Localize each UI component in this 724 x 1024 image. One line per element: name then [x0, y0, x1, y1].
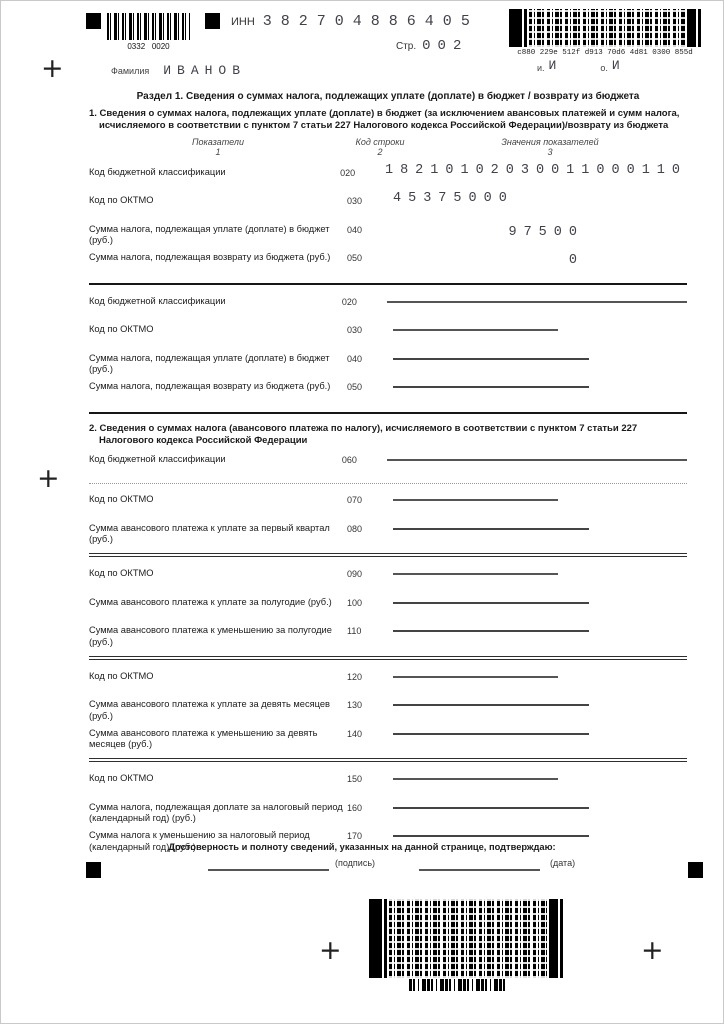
- page-number-value: 002: [422, 38, 469, 54]
- col-line-code: Код строки 2: [355, 136, 405, 157]
- row-label: Код бюджетной классификации: [89, 453, 226, 464]
- empty-value-line: [393, 733, 589, 735]
- barcode-hex-string: c880 229e 512f d913 70d6 4d81 0300 855d: [517, 49, 693, 57]
- empty-value-line: [393, 499, 558, 501]
- alignment-cross-bottom-right: +: [641, 935, 664, 966]
- empty-value-line: [393, 386, 589, 388]
- row-code: 080: [347, 523, 363, 534]
- alignment-cross-mid-left: +: [37, 463, 60, 494]
- col-values: Значения показателей 3: [501, 136, 599, 157]
- double-separator: [89, 553, 687, 557]
- date-line: [419, 869, 540, 871]
- row-code: 050: [347, 382, 363, 393]
- col-indicators: Показатели 1: [192, 136, 244, 157]
- date-label: (дата): [550, 858, 576, 868]
- form-row-020: [89, 162, 687, 193]
- form-row-140: [89, 726, 687, 754]
- row-label: Сумма налога, подлежащая возврату из бюджета (руб.): [89, 252, 331, 263]
- row-code: 040: [347, 353, 363, 364]
- form-row-070: [89, 492, 687, 520]
- row-label: Сумма налога, подлежащая доплате за налоговый период (календарный год) (руб.): [89, 801, 343, 824]
- empty-value-line: [393, 358, 589, 360]
- form-row-040: [89, 222, 687, 250]
- row-label: Сумма налога, подлежащая возврату из бюджета (руб.): [89, 381, 331, 392]
- form-row-040b: [89, 351, 687, 379]
- row-code: 130: [347, 700, 363, 710]
- initials-row: [537, 58, 624, 73]
- block-separator: [89, 283, 687, 285]
- row-code: 020: [341, 296, 357, 307]
- first-name-initial: И: [548, 58, 557, 73]
- form-row-130: [89, 697, 687, 725]
- row-code: 060: [341, 454, 357, 465]
- patronymic-label: о.: [600, 63, 608, 73]
- page-label: Стр.: [396, 40, 417, 52]
- section1-content: [89, 91, 687, 857]
- empty-value-line: [393, 807, 589, 809]
- row-code: 120: [347, 671, 363, 682]
- form-barcode-number: 0332 0020: [127, 42, 170, 51]
- row-label: Сумма налога, подлежащая уплате (доплате) в бюджет (руб.): [89, 352, 330, 375]
- row-code: 160: [347, 802, 363, 813]
- oktmo-value: 45375000: [393, 191, 514, 207]
- row-label: Сумма авансового платежа к уплате за полугодие (руб.): [89, 596, 332, 607]
- pdf417-barcode-bottom: [369, 899, 563, 978]
- row-label: Код по ОКТМО: [89, 195, 154, 206]
- row-label: Сумма авансового платежа к уменьшению за девять месяцев (руб.): [89, 727, 318, 750]
- empty-value-line: [393, 329, 558, 331]
- row-label: Код по ОКТМО: [89, 494, 154, 504]
- signature-line: [208, 869, 329, 871]
- form-row-050: [89, 250, 687, 278]
- row-code: 050: [347, 253, 363, 264]
- row-code: 030: [347, 325, 363, 336]
- form-row-030b: [89, 322, 687, 350]
- empty-value-line: [393, 630, 589, 632]
- form-row-080: [89, 521, 687, 549]
- row-code: 030: [347, 196, 363, 207]
- row-label: Код бюджетной классификации: [89, 166, 226, 177]
- form-row-160: [89, 800, 687, 828]
- row-label: Сумма авансового платежа к уплате за первый квартал (руб.): [89, 522, 330, 545]
- block-separator: [89, 412, 687, 414]
- row-code: 110: [347, 626, 362, 636]
- row-code: 150: [347, 774, 363, 784]
- row-label: Сумма авансового платежа к уменьшению за полугодие (руб.): [89, 625, 332, 647]
- form-row-120: [89, 669, 687, 697]
- section1-title: Раздел 1. Сведения о суммах налога, подлежащих уплате (доплате) в бюджет / возврату из бюджета: [136, 91, 640, 102]
- row-code: 140: [347, 728, 363, 739]
- empty-value-line: [393, 602, 589, 604]
- signature-label: (подпись): [335, 858, 376, 868]
- row-label: Код бюджетной классификации: [89, 295, 226, 306]
- registration-square-bottom-left: [86, 862, 101, 878]
- form-row-060: [89, 452, 687, 480]
- empty-value-line: [393, 835, 589, 837]
- registration-square-top-left: [86, 13, 101, 29]
- surname-row: [111, 63, 246, 78]
- empty-value-line: [393, 573, 558, 575]
- form-row-100: [89, 595, 687, 623]
- kbk-value: 18210102030011000110: [384, 162, 687, 178]
- double-separator: [89, 758, 687, 762]
- empty-value-line: [387, 459, 687, 461]
- registration-square-bottom-right: [688, 862, 703, 878]
- surname-value: ИВАНОВ: [163, 63, 247, 78]
- page-number-row: [396, 38, 468, 54]
- form-row-020b: [89, 294, 687, 322]
- empty-value-line: [393, 528, 589, 530]
- patronymic-initial: И: [611, 58, 620, 73]
- tax-due-value: 97500: [508, 224, 584, 240]
- confirmation-text: Достоверность и полноту сведений, указанных на данной странице, подтверждаю:: [168, 842, 556, 852]
- row-label: Сумма налога к уменьшению за налоговый период (календарный год) (руб.): [89, 830, 310, 852]
- alignment-cross-top-left: +: [41, 53, 64, 84]
- empty-value-line: [393, 704, 589, 706]
- double-separator: [89, 656, 687, 660]
- row-label: Код по ОКТМО: [89, 324, 154, 335]
- row-code: 170: [347, 831, 363, 841]
- form-row-030: [89, 193, 687, 221]
- tax-refund-value: 0: [568, 253, 584, 269]
- row-label: Код по ОКТМО: [89, 568, 154, 578]
- inn-row: [231, 13, 479, 30]
- row-label: Сумма налога, подлежащая уплате (доплате) в бюджет (руб.): [89, 223, 330, 246]
- subsection1-heading: 1. Сведения о суммах налога, подлежащих уплате (доплате) в бюджет (за исключением авансовых платежей и сумм налога, исчисляемого в соответствии с пунктом 7 статьи 227 Налогового кодекса Российской Федерации)/возврату из бюджета: [89, 108, 680, 131]
- inn-label: ИНН: [231, 15, 255, 28]
- empty-value-line: [393, 676, 558, 678]
- row-label: Код по ОКТМО: [89, 670, 154, 681]
- first-name-label: и.: [537, 63, 545, 73]
- row-code: 070: [347, 495, 363, 505]
- subsection2-heading: 2. Сведения о суммах налога (авансового платежа по налогу), исчисляемого в соответствии с пунктом 7 статьи 227 Налогового кодекса Российской Федерации: [89, 422, 638, 446]
- surname-label: Фамилия: [111, 65, 150, 76]
- form-barcode-1d: [107, 13, 190, 40]
- signature-row: [1, 854, 723, 874]
- row-code: 090: [347, 569, 363, 579]
- empty-value-line: [393, 778, 558, 780]
- form-row-090: [89, 566, 687, 594]
- row-code: 020: [340, 167, 356, 178]
- form-row-110: [89, 623, 687, 651]
- column-headers: [89, 137, 687, 157]
- empty-value-line: [387, 301, 687, 303]
- form-row-050b: [89, 379, 687, 407]
- row-label: Код по ОКТМО: [89, 773, 154, 783]
- row-code: 100: [347, 597, 363, 608]
- pdf417-barcode-top: [509, 9, 701, 47]
- alignment-cross-bottom-left: +: [319, 935, 342, 966]
- dotted-separator: [89, 483, 687, 484]
- inn-value: 382704886405: [262, 13, 479, 30]
- barcode-tail-strip: [409, 979, 505, 991]
- form-row-150: [89, 771, 687, 799]
- row-code: 040: [347, 224, 363, 235]
- row-label: Сумма авансового платежа к уплате за девять месяцев (руб.): [89, 699, 330, 721]
- registration-square-top-mid: [205, 13, 220, 29]
